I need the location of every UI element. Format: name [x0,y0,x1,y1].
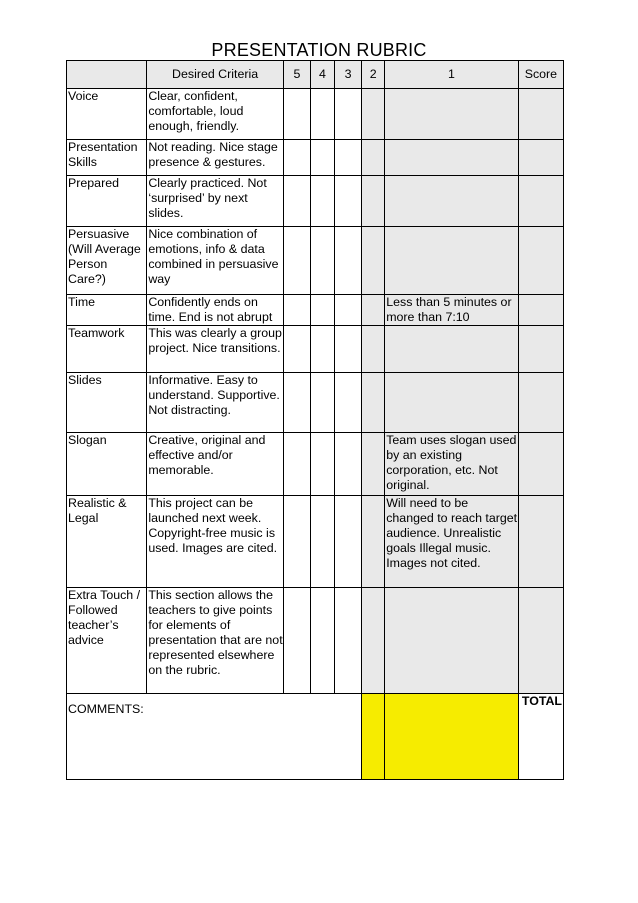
score-2-cell[interactable] [362,496,385,588]
score-1-cell[interactable] [385,140,519,176]
score-2-cell[interactable] [362,373,385,433]
score-4-cell[interactable] [310,588,334,694]
score-5-cell[interactable] [283,140,310,176]
header-score-2: 2 [362,61,385,89]
score-2-cell[interactable] [362,176,385,227]
score-5-cell[interactable] [283,588,310,694]
score-1-cell[interactable]: Team uses slogan used by an existing corporation, etc. Not original. [385,433,519,496]
score-3-cell[interactable] [335,588,362,694]
score-5-cell[interactable] [283,89,310,140]
row-criteria: Nice combination of emotions, info & data combined in persuasive way [147,227,284,295]
score-2-cell[interactable] [362,588,385,694]
total-yellow-cell-1 [385,694,519,780]
score-1-cell[interactable] [385,89,519,140]
total-score-cell[interactable] [518,496,563,588]
row-category: Time [67,295,147,326]
total-score-cell[interactable] [518,588,563,694]
score-4-cell[interactable] [310,496,334,588]
total-score-cell[interactable] [518,140,563,176]
score-3-cell[interactable] [335,433,362,496]
score-1-cell[interactable]: Will need to be changed to reach target audience. Unrealistic goals Illegal music. Images not cited. [385,496,519,588]
row-criteria: Clearly practiced. Not ‘surprised’ by next slides. [147,176,284,227]
total-score-cell[interactable] [518,433,563,496]
header-score-1: 1 [385,61,519,89]
row-category: Persuasive (Will Average Person Care?) [67,227,147,295]
page-title: PRESENTATION RUBRIC [211,40,427,60]
score-4-cell[interactable] [310,433,334,496]
row-category: Prepared [67,176,147,227]
comments-row [67,694,564,780]
score-3-cell[interactable] [335,295,362,326]
score-5-cell[interactable] [283,176,310,227]
rubric-body [67,89,564,780]
row-criteria: Clear, confident, comfortable, loud enough, friendly. [147,89,284,140]
score-2-cell[interactable] [362,140,385,176]
row-criteria: This section allows the teachers to give points for elements of presentation that are not represented elsewhere on the rubric. [147,588,284,694]
header-score-3: 3 [335,61,362,89]
table-row [67,588,564,694]
score-5-cell[interactable] [283,496,310,588]
score-3-cell[interactable] [335,496,362,588]
score-1-cell[interactable] [385,326,519,373]
score-1-cell[interactable] [385,588,519,694]
score-5-cell[interactable] [283,433,310,496]
score-2-cell[interactable] [362,89,385,140]
row-category: Teamwork [67,326,147,373]
table-row [67,227,564,295]
header-score-4: 4 [310,61,334,89]
header-category [67,61,147,89]
row-category: Voice [67,89,147,140]
total-label: TOTAL [518,694,563,780]
row-category: Realistic & Legal [67,496,147,588]
header-desired-criteria: Desired Criteria [147,61,284,89]
score-1-cell[interactable]: Less than 5 minutes or more than 7:10 [385,295,519,326]
score-3-cell[interactable] [335,227,362,295]
comments-field[interactable]: COMMENTS: [67,694,362,780]
score-3-cell[interactable] [335,176,362,227]
table-row [67,140,564,176]
total-yellow-cell-2 [362,694,385,780]
row-category: Slides [67,373,147,433]
score-2-cell[interactable] [362,433,385,496]
row-criteria: Confidently ends on time. End is not abrupt [147,295,284,326]
total-score-cell[interactable] [518,373,563,433]
row-category: Slogan [67,433,147,496]
total-score-cell[interactable] [518,326,563,373]
score-3-cell[interactable] [335,140,362,176]
score-1-cell[interactable] [385,227,519,295]
total-score-cell[interactable] [518,89,563,140]
score-1-cell[interactable] [385,176,519,227]
total-score-cell[interactable] [518,227,563,295]
row-category: Presentation Skills [67,140,147,176]
row-criteria: This project can be launched next week. Copyright-free music is used. Images are cited. [147,496,284,588]
row-criteria: Not reading. Nice stage presence & gestures. [147,140,284,176]
score-4-cell[interactable] [310,326,334,373]
table-row [67,89,564,140]
header-score-5: 5 [283,61,310,89]
score-4-cell[interactable] [310,176,334,227]
table-row [67,373,564,433]
score-4-cell[interactable] [310,295,334,326]
total-score-cell[interactable] [518,176,563,227]
score-2-cell[interactable] [362,326,385,373]
score-2-cell[interactable] [362,295,385,326]
score-4-cell[interactable] [310,89,334,140]
score-5-cell[interactable] [283,295,310,326]
score-5-cell[interactable] [283,326,310,373]
header-row [67,61,564,89]
score-3-cell[interactable] [335,373,362,433]
table-row [67,176,564,227]
score-5-cell[interactable] [283,373,310,433]
table-row [67,326,564,373]
table-row [67,433,564,496]
score-4-cell[interactable] [310,373,334,433]
total-score-cell[interactable] [518,295,563,326]
score-3-cell[interactable] [335,326,362,373]
row-criteria: This was clearly a group project. Nice transitions. [147,326,284,373]
score-2-cell[interactable] [362,227,385,295]
score-4-cell[interactable] [310,140,334,176]
score-3-cell[interactable] [335,89,362,140]
row-category: Extra Touch / Followed teacher’s advice [67,588,147,694]
score-4-cell[interactable] [310,227,334,295]
row-criteria: Creative, original and effective and/or memorable. [147,433,284,496]
table-row [67,496,564,588]
score-1-cell[interactable] [385,373,519,433]
row-criteria: Informative. Easy to understand. Supportive. Not distracting. [147,373,284,433]
rubric-table [66,60,564,780]
table-row [67,295,564,326]
score-5-cell[interactable] [283,227,310,295]
header-score: Score [518,61,563,89]
